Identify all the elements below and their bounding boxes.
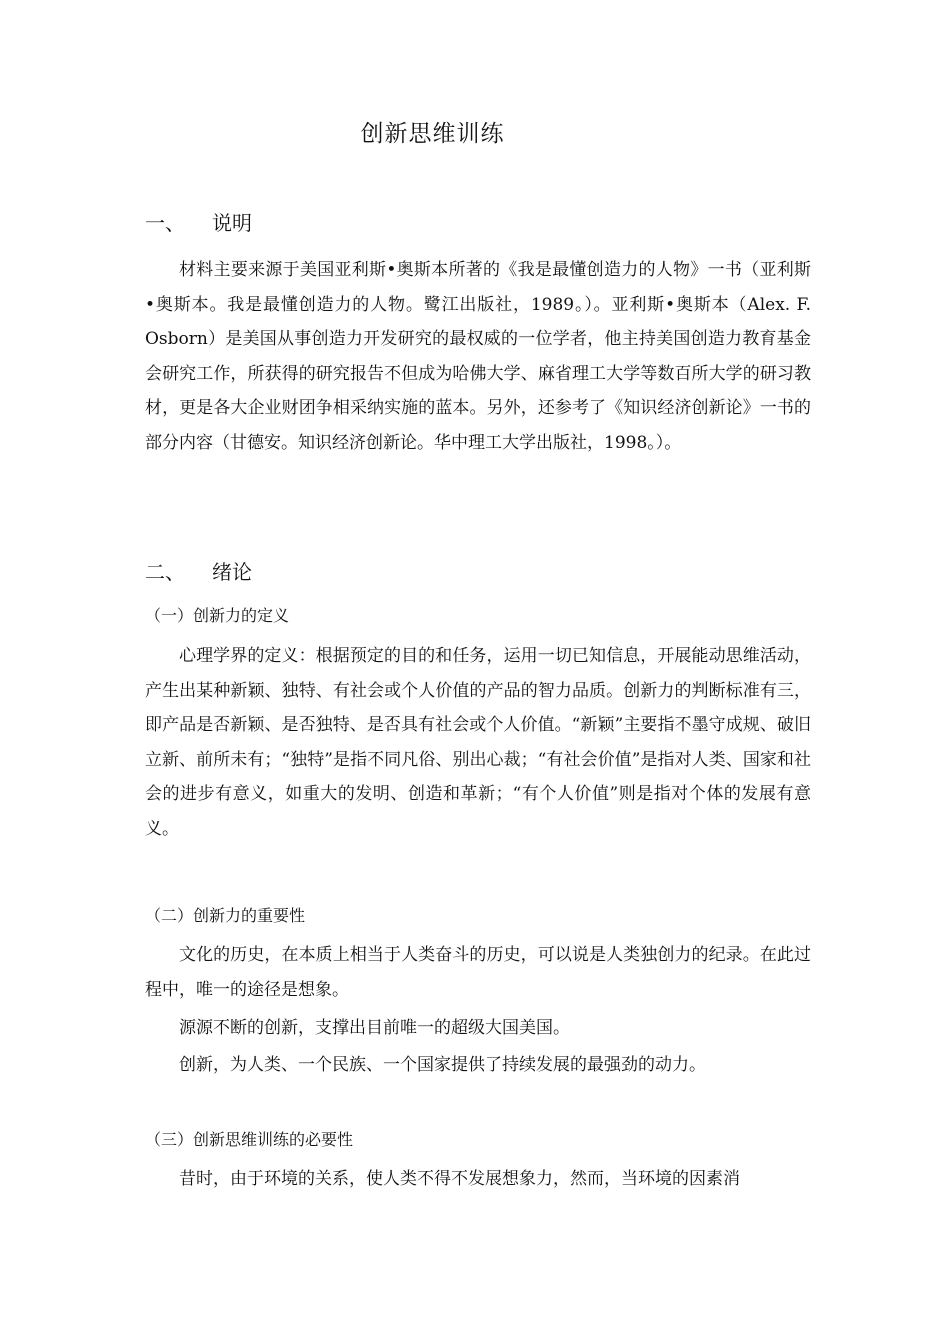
subsection-1-paragraph: 心理学界的定义：根据预定的目的和任务，运用一切已知信息，开展能动思维活动，产生出某种新颖、独特、有社会或个人价值的产品的智力品质。创新力的判断标准有三，即产品是否新颖、是否独特、是否具有社会或个人价值。“新颖”主要指不墨守成规、破旧立新、前所未有；“独特”是指不同凡俗、别出心裁；“有社会价值”是指对人类、国家和社会的进步有意义，如重大的发明、创造和革新；“有个人价值”则是指对个体的发展有意义。: [145, 646, 811, 839]
subsection-2-paragraph: 文化的历史，在本质上相当于人类奋斗的历史，可以说是人类独创力的纪录。在此过程中，唯一的途径是想象。: [145, 945, 811, 1000]
subsection-title-1: （一）创新力的定义: [145, 606, 290, 625]
document-title: 创新思维训练: [360, 121, 505, 147]
section-title: 说明: [212, 211, 252, 235]
section-title: 绪论: [212, 560, 252, 584]
section-1-paragraph: 材料主要来源于美国亚利斯•奥斯本所著的《我是最懂创造力的人物》一书（亚利斯•奥斯本。我是最懂创造力的人物。鹭江出版社，1989。）。亚利斯•奥斯本（Alex. F. Osborn）是美国从事创造力开发研究的最权威的一位学者，他主持美国创造力教育基金会研究工作，所获得的研究报告不但成为哈佛大学、麻省理工大学等数百所大学的研习教材，更是各大企业财团争相采纳实施的蓝本。另外，还参考了《知识经济创新论》一书的部分内容（甘德安。知识经济创新论。华中理工大学出版社，1998。）。: [145, 260, 811, 453]
subsection-2-line-2: 创新，为人类、一个民族、一个国家提供了持续发展的最强劲的动力。: [179, 1055, 706, 1075]
subsection-title-3: （三）创新思维训练的必要性: [145, 1130, 354, 1149]
subsection-title-2: （二）创新力的重要性: [145, 906, 306, 925]
subsection-3-paragraph: 昔时，由于环境的关系，使人类不得不发展想象力，然而，当环境的因素消: [179, 1169, 740, 1189]
section-number: 一、: [145, 211, 185, 235]
section-heading-2: [145, 558, 252, 586]
subsection-2-line-1: 源源不断的创新，支撑出目前唯一的超级大国美国。: [179, 1018, 570, 1038]
section-number: 二、: [145, 560, 185, 584]
section-heading-1: [145, 209, 252, 237]
